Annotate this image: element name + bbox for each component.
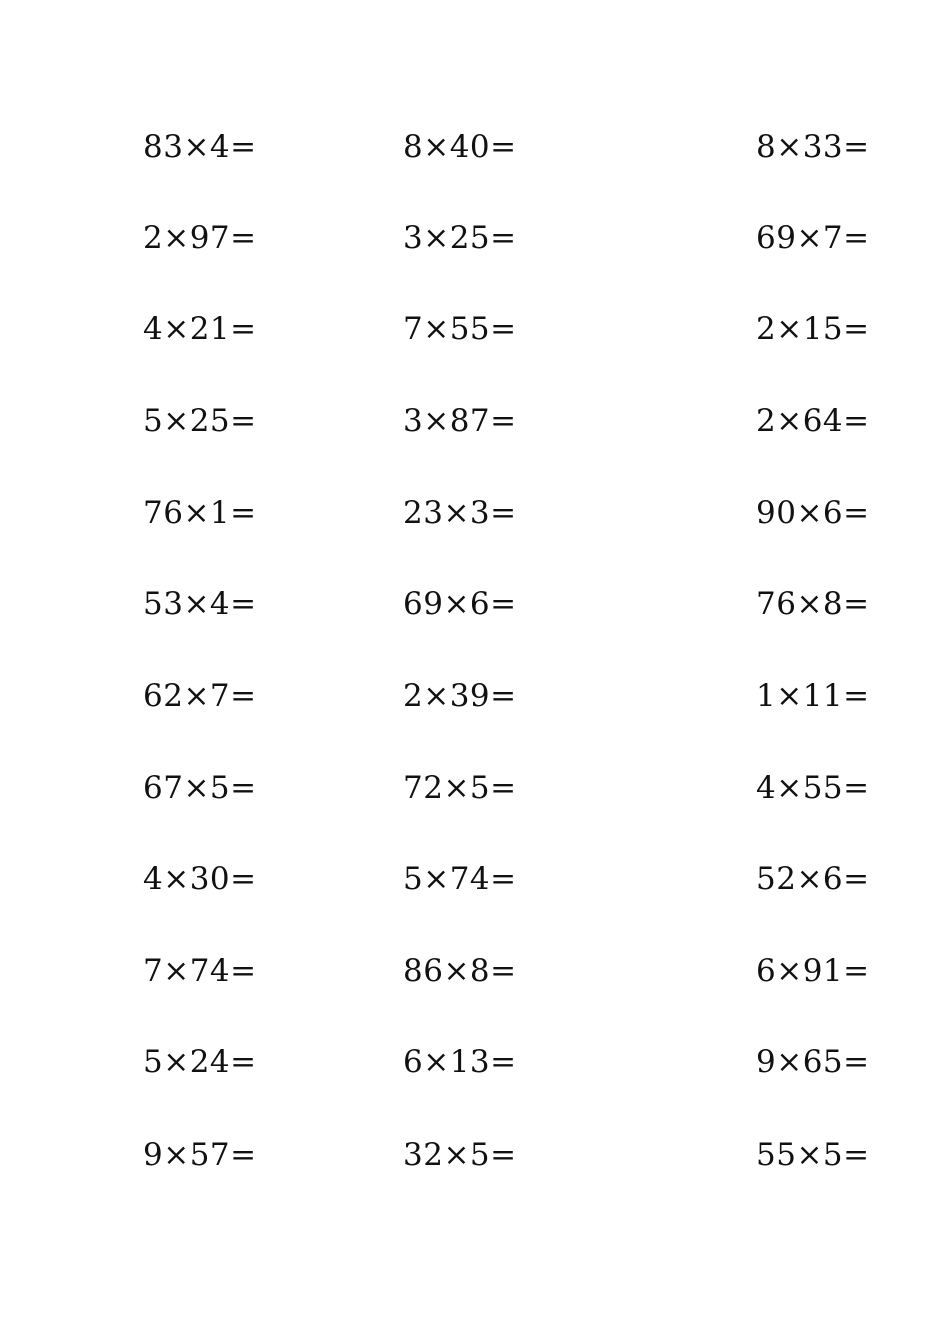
problem-row <box>0 401 950 441</box>
multiplication-problem: 7×74= <box>143 953 257 989</box>
multiplication-problem: 9×57= <box>143 1137 257 1173</box>
multiplication-problem: 5×25= <box>143 403 257 439</box>
multiplication-problem: 6×91= <box>756 953 870 989</box>
multiplication-problem: 72×5= <box>403 770 517 806</box>
multiplication-problem: 53×4= <box>143 586 257 622</box>
multiplication-problem: 76×1= <box>143 495 257 531</box>
multiplication-problem: 90×6= <box>756 495 870 531</box>
multiplication-problem: 3×87= <box>403 403 517 439</box>
multiplication-problem: 4×21= <box>143 311 257 347</box>
multiplication-problem: 7×55= <box>403 311 517 347</box>
multiplication-problem: 55×5= <box>756 1137 870 1173</box>
multiplication-problem: 69×6= <box>403 586 517 622</box>
multiplication-problem: 2×39= <box>403 678 517 714</box>
multiplication-problem: 2×64= <box>756 403 870 439</box>
problem-row <box>0 859 950 899</box>
problem-row <box>0 1042 950 1082</box>
multiplication-problem: 2×15= <box>756 311 870 347</box>
multiplication-problem: 76×8= <box>756 586 870 622</box>
problem-row <box>0 1135 950 1175</box>
problem-row <box>0 309 950 349</box>
multiplication-problem: 4×55= <box>756 770 870 806</box>
multiplication-problem: 6×13= <box>403 1044 517 1080</box>
multiplication-problem: 52×6= <box>756 861 870 897</box>
multiplication-problem: 67×5= <box>143 770 257 806</box>
multiplication-problem: 8×33= <box>756 129 870 165</box>
multiplication-problem: 86×8= <box>403 953 517 989</box>
multiplication-problem: 5×24= <box>143 1044 257 1080</box>
problem-row <box>0 584 950 624</box>
multiplication-problem: 8×40= <box>403 129 517 165</box>
multiplication-problem: 69×7= <box>756 220 870 256</box>
multiplication-problem: 2×97= <box>143 220 257 256</box>
multiplication-problem: 1×11= <box>756 678 870 714</box>
multiplication-problem: 32×5= <box>403 1137 517 1173</box>
problem-row <box>0 127 950 167</box>
multiplication-problem: 83×4= <box>143 129 257 165</box>
problem-row <box>0 493 950 533</box>
multiplication-problem: 9×65= <box>756 1044 870 1080</box>
problem-row <box>0 951 950 991</box>
problem-row <box>0 676 950 716</box>
multiplication-problem: 5×74= <box>403 861 517 897</box>
problem-row <box>0 218 950 258</box>
problem-row <box>0 768 950 808</box>
multiplication-problem: 23×3= <box>403 495 517 531</box>
multiplication-problem: 3×25= <box>403 220 517 256</box>
multiplication-problem: 62×7= <box>143 678 257 714</box>
multiplication-problem: 4×30= <box>143 861 257 897</box>
